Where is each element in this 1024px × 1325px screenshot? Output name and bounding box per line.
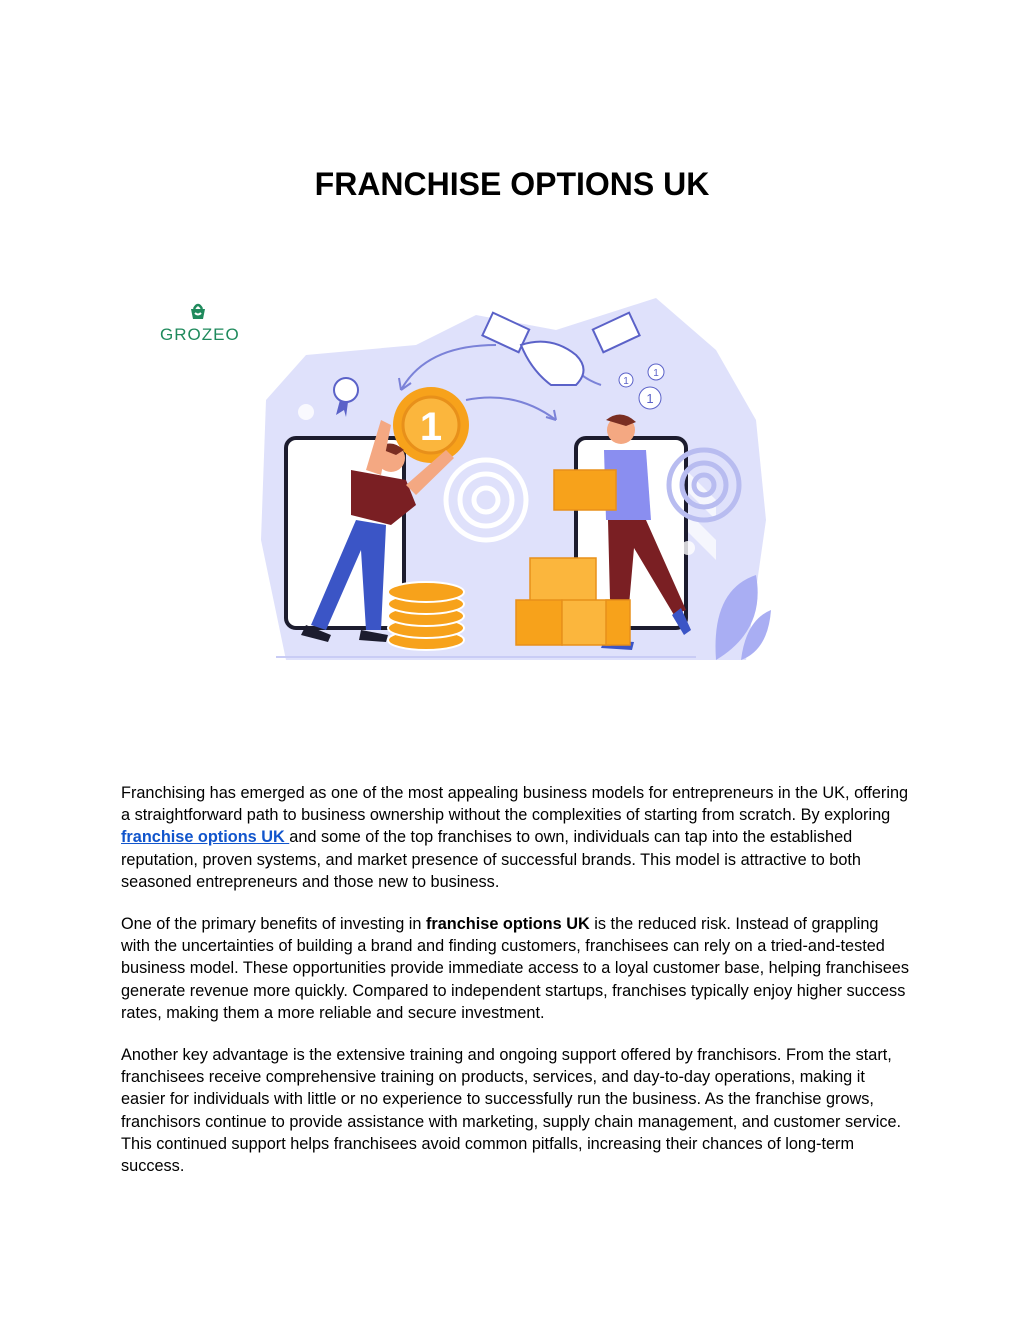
franchise-handshake-illustration <box>156 290 776 670</box>
big-coin-icon <box>393 387 469 463</box>
paragraph-support: Another key advantage is the extensive training and ongoing support offered by franchisors. From the start, franchisees receive comprehensive training on products, services, and day-to-day operations, making it easier for individuals with little or no experience to successfully run the business. As the franchise grows, franchisors continue to provide assistance with marketing, supply chain management, and customer service. This continued support helps franchisees avoid common pitfalls, increasing their chances of long-term success. <box>121 1046 902 1176</box>
bold-keyword: franchise options UK <box>425 915 590 934</box>
paragraph-intro <box>121 782 911 893</box>
paragraph-benefits-text-end: is the reduced risk. Instead of grappling with the uncertainties of building a brand and finding customers, franchisees can rely on a tried-and-tested business model. These opportunities provide immediate access to a loyal customer base, helping franchisees generate revenue more quickly. Compared to independent startups, franchises typically enjoy higher success rates, making them a more reliable and secure investment. <box>121 915 909 1022</box>
small-coin-label-1: 1 <box>653 368 659 379</box>
paragraph-intro-text-end: and some of the top franchises to own, individuals can tap into the established reputation, proven systems, and market presence of successful brands. This model is attractive to both seasoned entrepreneurs and those new to business. <box>121 828 861 891</box>
grozeo-logo <box>160 300 240 345</box>
coin-stack <box>388 582 464 650</box>
paragraph-benefits-text-start: One of the primary benefits of investing in <box>121 915 426 934</box>
article-body <box>121 782 911 1197</box>
page-title: FRANCHISE OPTIONS UK <box>314 166 710 202</box>
star-icon <box>681 541 695 555</box>
logo-text: GROZEO <box>160 325 240 344</box>
paragraph-benefits <box>121 913 911 1024</box>
svg-text:1: 1 <box>419 405 443 449</box>
star-icon <box>298 404 314 420</box>
paragraph-intro-text-start: Franchising has emerged as one of the most appealing business models for entrepreneurs in the UK, offering a straightforward path to business ownership without the complexities of starting from scratch. By exploring <box>121 784 909 825</box>
small-coin-label-2: 1 <box>623 376 629 387</box>
basket-icon <box>187 300 209 322</box>
franchise-options-link[interactable]: franchise options UK <box>121 828 290 847</box>
small-coin-label-3: 1 <box>646 391 654 406</box>
